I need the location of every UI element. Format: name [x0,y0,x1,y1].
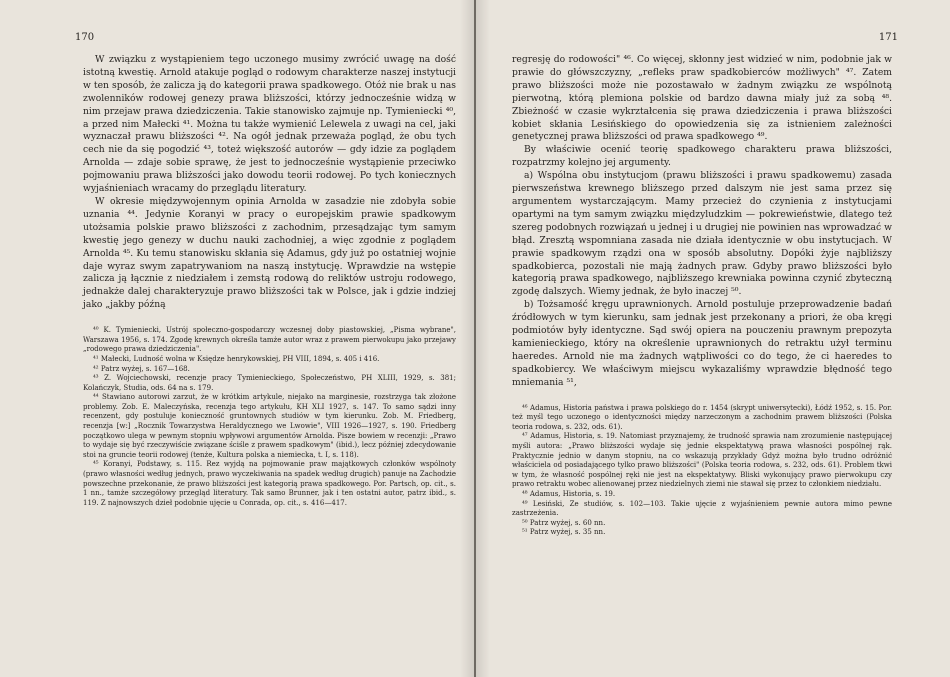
footnote: ⁴⁰ K. Tymieniecki, Ustrój społeczno-gospodarczy wczesnej doby piastowskiej, „Pisma wybrane", Warszawa 1956, s. 174. Zgodę krewnych określa tamże autor wraz z prawem pierwokupu jako przejawy „rodowego prawa dziedziczenia". [83,326,456,354]
footnote: ⁴⁷ Adamus, Historia, s. 19. Natomiast przyznajemy, że trudność sprawia nam zrozumienie następującej myśli autora: „Prawo bliższości wydaje się jednie ekspektatywą prawa własności pospólnej rąk. Praktycznie jednio w danym stopniu, na co wskazują przykłady Gdyż można było trudno odróżnić właściciela od posiadającego tylko prawo bliższości" (Polska teoria rodowa, s. 232, ods. 61). Problem tkwi w tym, że własność pospólnej ręki nie jest na ekspektatywy. Bliski wykonujący prawo pierwokupu czy prawo retraktu wobec alienowanej przez niedzielnych ziemi nie stawał się przez to członkiem niedziału. [512,432,892,489]
paragraph: By właściwie ocenić teorię spadkowego charakteru prawa bliższości, rozpatrzmy kolejno jej argumenty. [512,144,892,169]
footnote: ⁴¹ Małecki, Ludność wolna w Księdze henrykowskiej, PH VIII, 1894, s. 405 i 416. [93,354,380,363]
footnote: ⁴⁶ Adamus, Historia państwa i prawa polskiego do r. 1454 (skrypt uniwersytecki), Łódź 1952, s. 15. Por. też myśl tego uczonego o identyczności między narzeczonym a zachodnim prawem bliższości (Polska teoria rodowa, s. 232, ods. 61). [512,403,892,431]
footnote: ⁵⁰ Patrz wyżej, s. 60 nn. [522,518,606,527]
footnotes [512,404,892,538]
footnote: ⁴⁴ Stawiano autorowi zarzut, że w krótkim artykule, niejako na marginesie, rozstrzyga tak złożone problemy. Zob. E. Maleczyńska, recenzja tego artykułu, KH XLI 1927, s. 147. To samo sądzi inny recenzent, gdy postuluje konieczność gruntownych studiów w tym kierunku. Zob. M. Friedberg, recenzja [w:] „Rocznik Towarzystwa Heraldycznego we Lwowie", VIII 1926—1927, s. 190. Friedberg początkowo ulega w pewnym stopniu wpływowi argumentów Arnolda. Pisze bowiem w recenzji: „Prawo to wydaje się być rzeczywiście związane ściśle z prawem spadkowym" (ibid.), lecz później zdecydowanie stoi na gruncie teorii rodowej (tenże, Kultura polska a niemiecka, t. I, s. 118). [83,393,456,459]
footnote: ⁴⁹ Lesiński, Ze studiów, s. 102—103. Takie ujęcie z wyjaśnieniem pewnie autora mimo pewne zastrzeżenia. [512,499,892,518]
footnote: ⁴² Patrz wyżej, s. 167—168. [93,364,190,373]
page-number: 171 [878,32,898,43]
footnote: ⁴⁸ Adamus, Historia, s. 19. [522,489,616,498]
footnote: ⁴³ Z. Wojciechowski, recenzje pracy Tymienieckiego, Społeczeństwo, PH XLIII, 1929, s. 381; Kolańczyk, Studia, ods. 64 na s. 179. [83,374,456,392]
footnotes [83,326,456,508]
paragraph: b) Tożsamość kręgu uprawnionych. Arnold postuluje przeprowadzenie badań źródłowych w tym kierunku, sam jednak jest przekonany a priori, że oba kręgi podmiotów były identyczne. Sąd swój opiera na pouczeniu prawnym prepozyta kamienieckiego, który na określenie uprawnionych do retraktu użył terminu haeredes. Arnold nie ma żadnych wątpliwości co do tego, że ci haeredes to spadkobiercy. We właściwym miejscu wykazaliśmy wprawdzie błędność tego mniemania ⁵¹, [512,299,892,388]
right-page [476,0,950,677]
footnote: ⁵¹ Patrz wyżej, s. 35 nn. [522,528,606,537]
page-number: 170 [75,32,95,43]
footnote: ⁴⁵ Koranyi, Podstawy, s. 115. Rez wyjdą na pojmowanie praw majątkowych członków wspólnoty (prawo własności według jednych, prawo wyczekiwania na spadek według drugich) panuje na Zachodzie powszechne przekonanie, że prawo bliższości jest kategorią prawa spadkowego. Por. Partsch, op. cit., s. 1 nn., tamże szczegółowy przegląd literatury. Tak samo Brunner, jak i ten ostatni autor, patrz ibid., s. 119. Z najnowszych dzieł podobnie ujęcie u Conrada, op. cit., s. 416—417. [83,460,456,507]
gutter-shadow [476,0,490,677]
gutter-shadow [460,0,474,677]
paragraph: W okresie międzywojennym opinia Arnolda w zasadzie nie zdobyła sobie uznania ⁴⁴. Jedynie Koranyi w pracy o europejskim prawie spadkowym utożsamia polskie prawo bliższości z zachodnim, przesądzając tym samym kwestię jego genezy w duchu nauki zachodniej, a więc zgodnie z poglądem Arnolda ⁴⁵. Ku temu stanowisku skłania się Adamus, gdy już po ostatniej wojnie daje wyraz swym zapatrywaniom na naszą instytucję. Wprawdzie na wstępie zalicza ją łącznie z niedziałem i zemstą rodową do reliktów ustroju rodowego, jednakże dalej charakteryzuje prawo bliższości tak w Polsce, jak i gdzie indziej jako „jakby późną [83,195,456,311]
paragraph: W związku z wystąpieniem tego uczonego musimy zwrócić uwagę na dość istotną kwestię. Arnold atakuje pogląd o rodowym charakterze naszej instytucji w ten sposób, że zalicza ją do kategorii prawa spadkowego. Otóż nie brak u nas zwolenników rodowej genezy prawa bliższości, którzy jednocześnie widzą w nim przejaw prawa dziedziczenia. Takie stanowisko zajmuje np. Tymieniecki ⁴⁰, a przed nim Małecki ⁴¹. Można tu także wymienić Lelewela z uwagi na cel, jaki wyznaczał prawu bliższości ⁴². Na ogół jednak przeważa pogląd, że obu tych cech nie da się pogodzić ⁴³, toteż większość autorów — gdy idzie za poglądem Arnolda — zdaje sobie sprawę, że jest to jednocześnie wystąpienie przeciwko pojmowaniu prawa bliższości jako dowodu teorii rodowej. Po tych koniecznych wyjaśnieniach wracamy do przeglądu literatury. [83,54,456,195]
left-page [0,0,474,677]
body-text [83,54,456,312]
paragraph: regresję do rodowości" ⁴⁶. Co więcej, skłonny jest widzieć w nim, podobnie jak w prawie do główszczyzny, „refleks praw spadkobierców możliwych" ⁴⁷. Zatem prawo bliższości może nie pozostawało w żadnym związku ze wspólnotą pierwotną, którą plemiona polskie od bardzo dawna miały już za sobą ⁴⁸. Zbieżność w czasie wykrztałcenia się prawa dziedziczenia i prawa bliższości kobiet skłania Lesińskiego do opowiedzenia się za istnieniem zależności genetycznej prawa bliższości od prawa spadkowego ⁴⁹. [512,54,892,143]
paragraph: a) Wspólna obu instytucjom (prawu bliższości i prawu spadkowemu) zasada pierwszeństwa krewnego bliższego przed dalszym nie jest sama przez się argumentem wystarczającym. Mamy przecież do czynienia z instytucjami opartymi na tym samym związku międzyludzkim — pokrewieństwie, dlatego też szereg podobnych rozwiązań u jednej i u drugiej nie powinien nas wprowadzać w błąd. Zresztą wspomniana zasada nie działa identycznie w obu instytucjach. W prawie spadkowym rządzi ona w sposób absolutny. Dopóki żyje najbliższy spadkobierca, pozostali nie mają żadnych praw. Gdyby prawo bliższości było kategorią prawa spadkowego, najbliższego krewniaka powinna czynić zbyteczną zgodę dalszych. Wiemy jednak, że było inaczej ⁵⁰. [512,170,892,298]
body-text [512,54,892,390]
